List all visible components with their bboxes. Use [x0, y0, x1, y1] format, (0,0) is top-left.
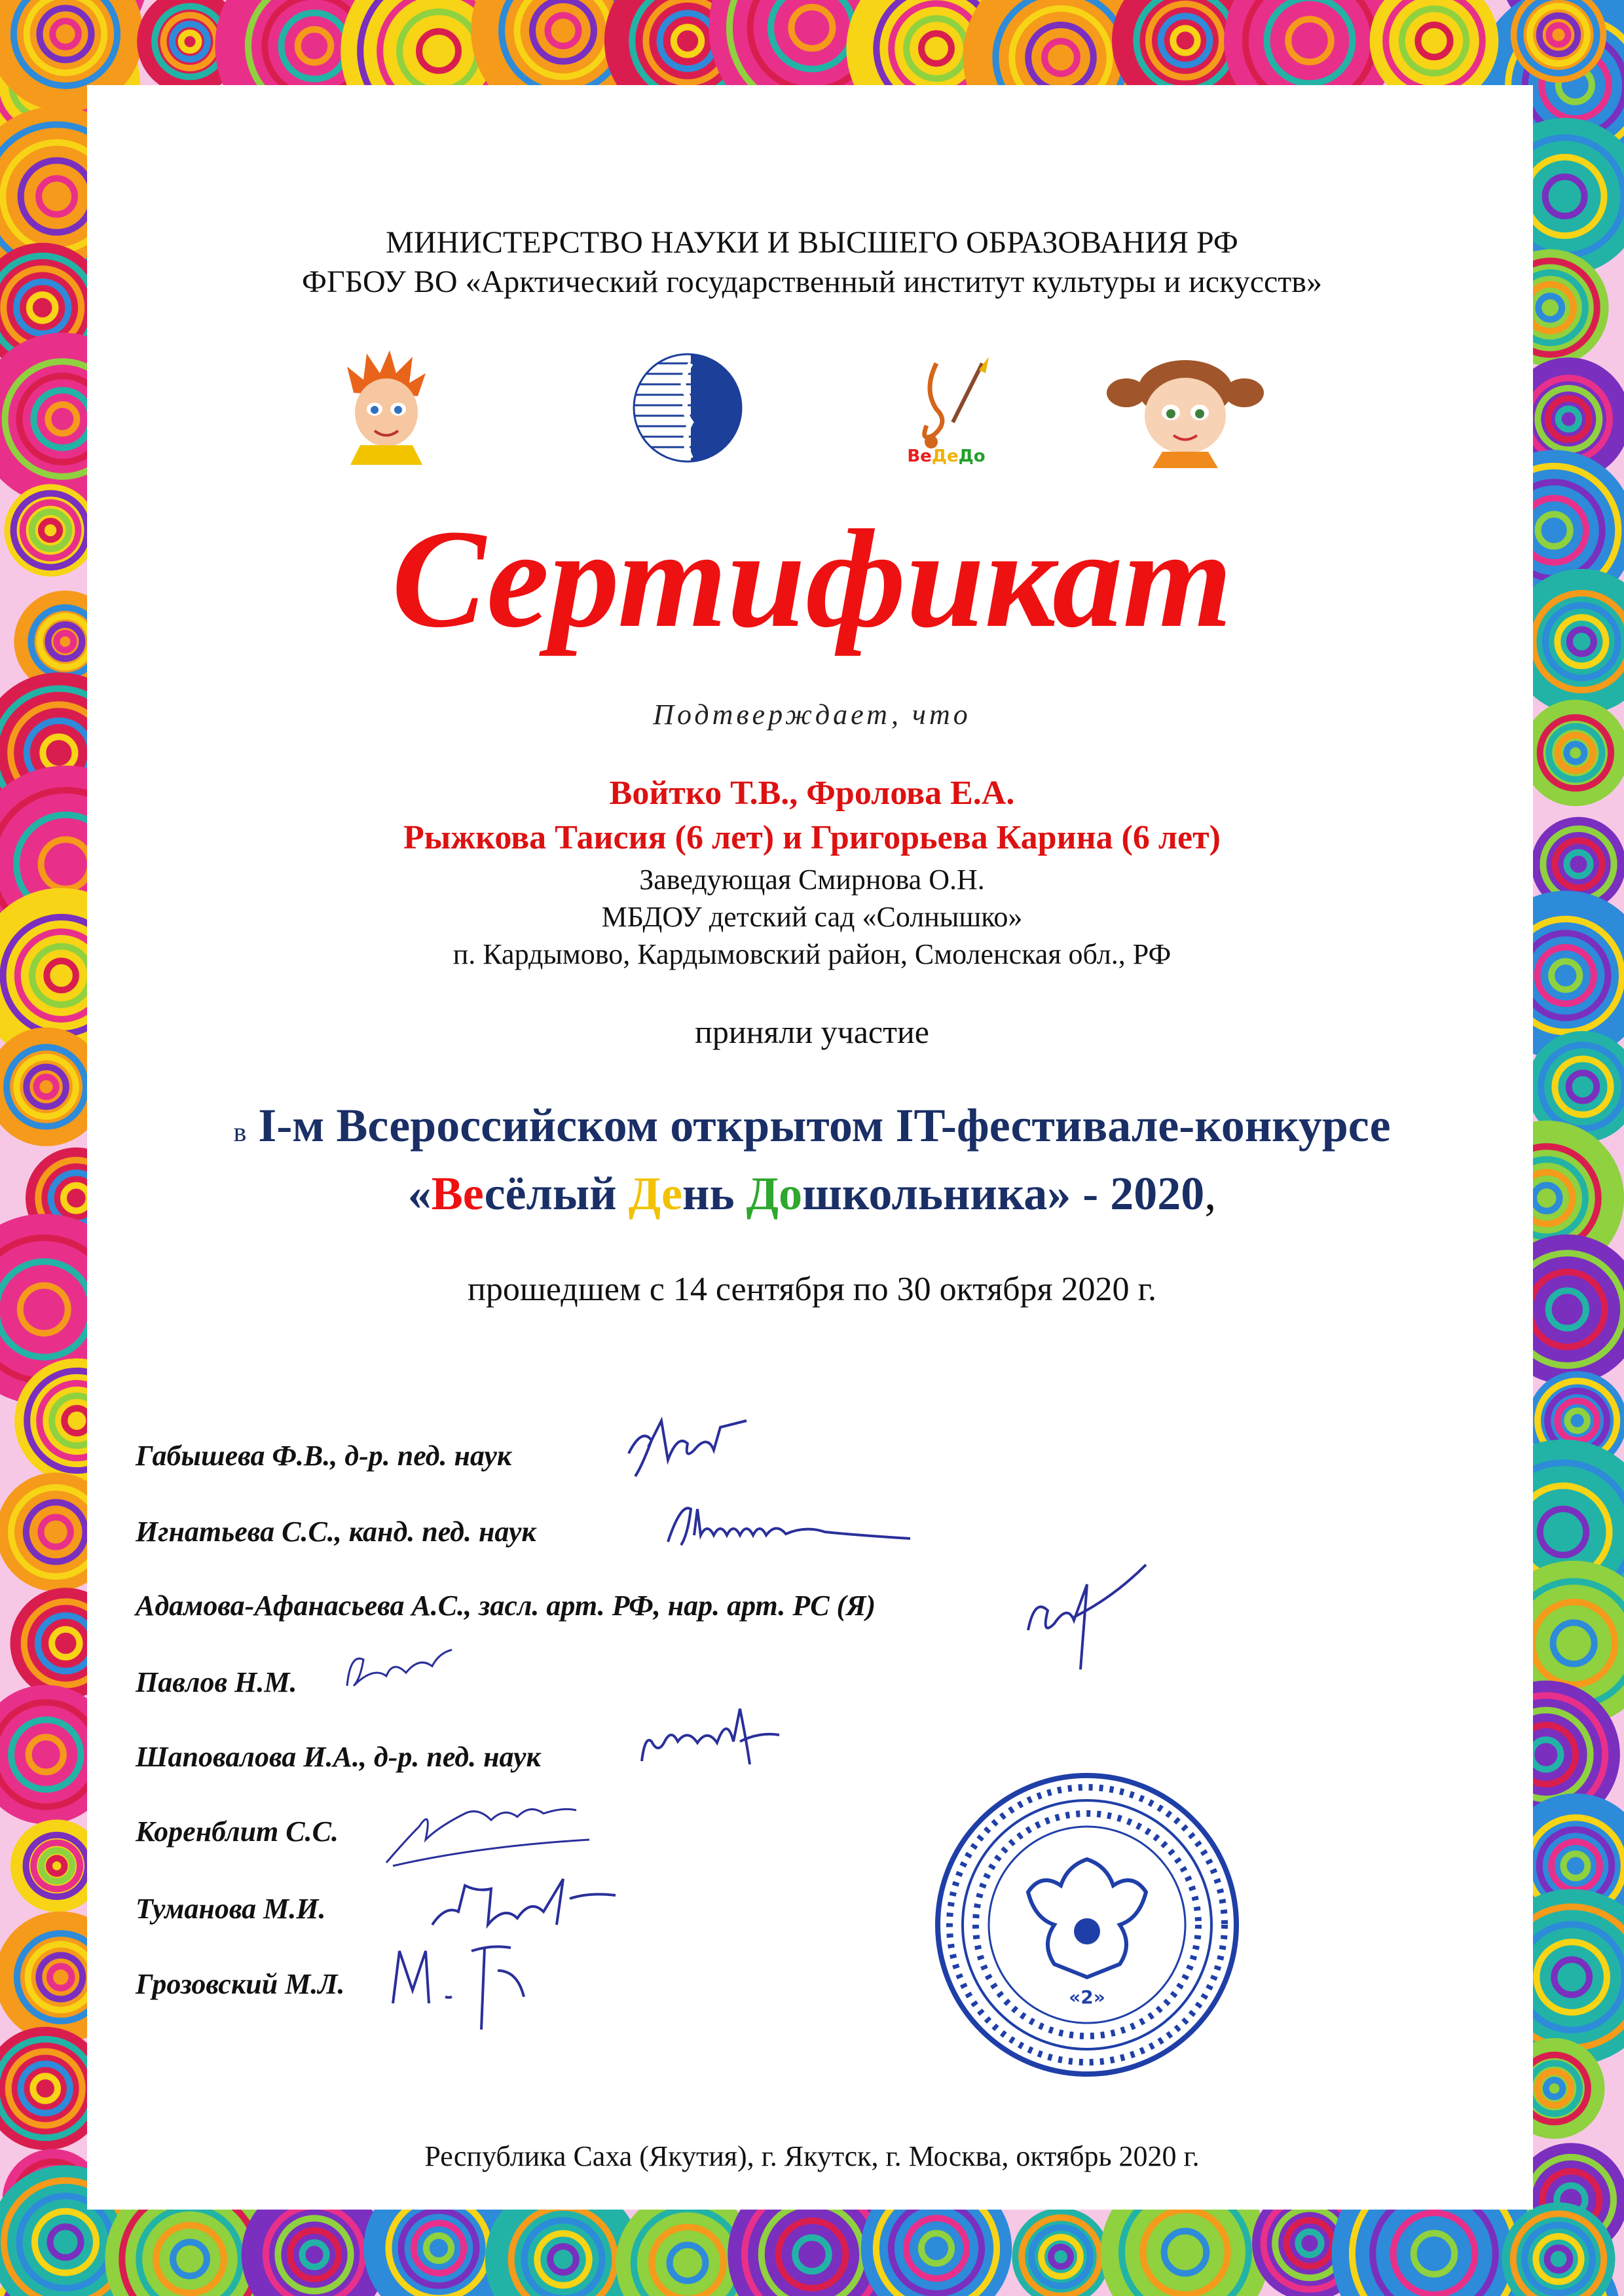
- institute-heading: ФГБОУ ВО «Арктический государственный институт культуры и искусств»: [302, 264, 1322, 299]
- signature-icon: [341, 1640, 458, 1699]
- festival-word-do: До: [746, 1167, 803, 1220]
- signatory-label: Шаповалова И.А., д-р. пед. наук: [136, 1741, 541, 1773]
- school-name: МБДОУ детский сад «Солнышко»: [601, 901, 1023, 933]
- signatory-label: Туманова М.И.: [136, 1893, 326, 1925]
- confirm-text: Подтверждает, что: [653, 699, 971, 731]
- vededo-logo-text: ВеДеДо: [907, 446, 986, 465]
- signatory-label: Игнатьева С.С., канд. пед. наук: [136, 1516, 536, 1548]
- signatory-label: Габышева Ф.В., д-р. пед. наук: [136, 1440, 512, 1472]
- participated-text: приняли участие: [695, 1013, 929, 1050]
- festival-name-line2: «Весёлый День Дошкольника» - 2020,: [407, 1167, 1217, 1220]
- festival-word-de: Де: [628, 1167, 682, 1220]
- official-stamp-icon: [930, 1768, 1244, 2082]
- boy-mascot-icon: [341, 347, 432, 465]
- signature-icon: [635, 1702, 786, 1774]
- girl-mascot-icon: [1107, 354, 1264, 468]
- signature-icon: [386, 1931, 544, 2036]
- signature-icon: [1015, 1558, 1159, 1676]
- institute-logo-icon: [629, 350, 747, 465]
- signature-icon: [661, 1496, 923, 1555]
- festival-word-ve: Ве: [431, 1167, 485, 1220]
- festival-dates: прошедшем с 14 сентября по 30 октября 2020 г.: [468, 1271, 1156, 1308]
- signatory-label: Грозовский М.Л.: [136, 1968, 345, 2000]
- signatory-label: Адамова-Афанасьева А.С., засл. арт. РФ, нар. арт. РС (Я): [136, 1590, 876, 1622]
- head-name: Заведующая Смирнова О.Н.: [639, 864, 985, 896]
- signatory-label: Павлов Н.М.: [136, 1666, 297, 1698]
- signature-icon: [426, 1866, 622, 1938]
- footer-location-date: Республика Саха (Якутия), г. Якутск, г. Москва, октябрь 2020 г.: [424, 2140, 1200, 2172]
- school-location: п. Кардымово, Кардымовский район, Смоленская обл., РФ: [452, 938, 1172, 970]
- signature-icon: [380, 1787, 596, 1872]
- children-names: Рыжкова Таисия (6 лет) и Григорьева Карина (6 лет): [403, 819, 1221, 856]
- signatory-label: Коренблит С.С.: [136, 1815, 339, 1848]
- festival-title: I-м Всероссийском открытом IT-фестивале-конкурсе: [258, 1099, 1391, 1152]
- vededo-logo-icon: [897, 350, 995, 465]
- signature-icon: [622, 1414, 753, 1486]
- teachers-names: Войтко Т.В., Фролова Е.А.: [609, 774, 1015, 812]
- festival-prefix: в: [233, 1118, 247, 1148]
- ministry-heading: МИНИСТЕРСТВО НАУКИ И ВЫСШЕГО ОБРАЗОВАНИЯ РФ: [386, 225, 1238, 260]
- stamp-number: «2»: [1069, 1986, 1105, 2008]
- festival-name-line1: [0, 1099, 1624, 1153]
- certificate-title: Сертификат: [392, 500, 1232, 657]
